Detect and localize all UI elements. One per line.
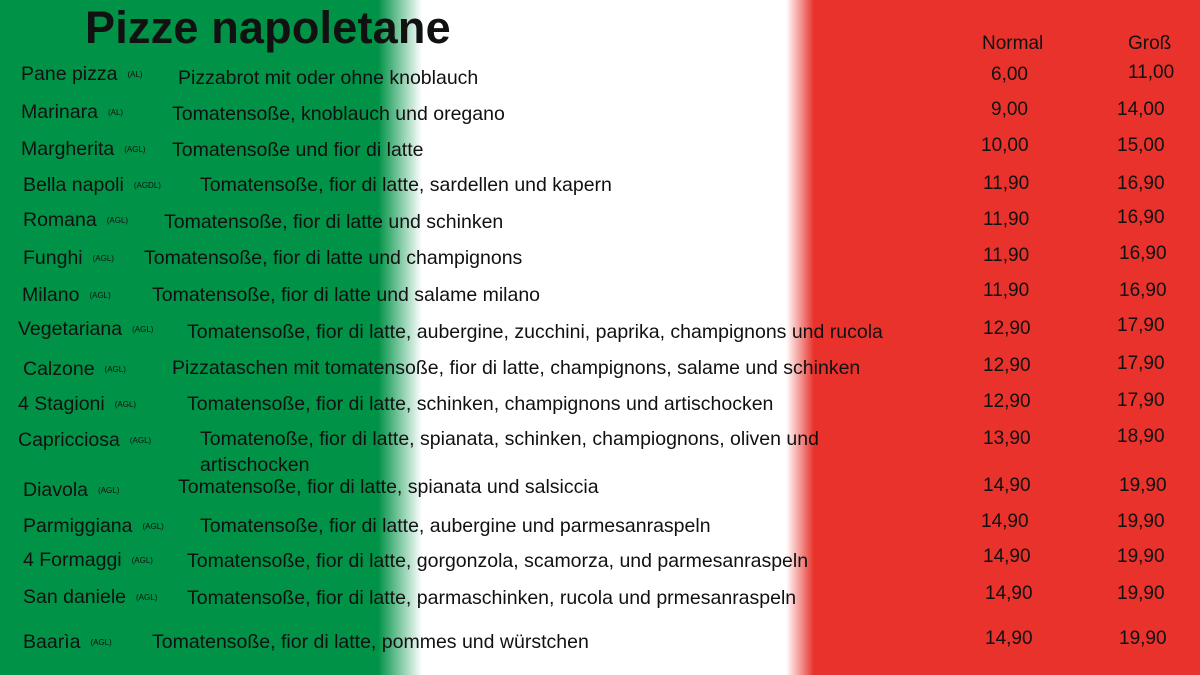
price-normal: 11,90 <box>983 173 1030 194</box>
menu-item <box>0 425 1200 477</box>
price-normal: 11,90 <box>983 245 1030 266</box>
price-normal: 11,90 <box>983 280 1030 301</box>
pizza-name: 4 Formaggi (AGL) <box>23 549 153 571</box>
price-normal: 9,00 <box>991 99 1028 120</box>
pizza-name: Capricciosa (AGL) <box>18 429 152 451</box>
allergen-code: (AGL) <box>136 593 158 602</box>
pizza-description: Pizzabrot mit oder ohne knoblauch <box>178 67 479 89</box>
pizza-name: Pane pizza (AL) <box>21 63 143 85</box>
pizza-name: Marinara (AL) <box>21 101 124 123</box>
price-gross: 11,00 <box>1128 62 1175 83</box>
pizza-description: Tomatensoße, fior di latte, sardellen und kapern <box>200 174 612 196</box>
allergen-code: (AGL) <box>142 522 164 531</box>
pizza-name: 4 Stagioni (AGL) <box>18 393 137 415</box>
menu-item <box>0 628 1200 664</box>
pizza-description: Tomatensoße, fior di latte, aubergine und parmesanraspeln <box>200 515 711 537</box>
menu-item <box>0 353 1200 389</box>
allergen-code: (AL) <box>107 108 124 117</box>
menu-item <box>0 511 1200 547</box>
pizza-description: Tomatensoße, fior di latte, pommes und würstchen <box>152 631 589 653</box>
price-gross: 17,90 <box>1117 315 1165 336</box>
price-gross: 16,90 <box>1117 207 1165 228</box>
menu-item <box>0 546 1200 582</box>
price-normal: 13,90 <box>983 428 1031 449</box>
menu-item <box>0 63 1200 99</box>
pizza-description: Tomatensoße, fior di latte, gorgonzola, scamorza, und parmesanraspeln <box>187 550 809 572</box>
price-gross: 19,90 <box>1117 583 1165 604</box>
allergen-code: (AL) <box>127 70 143 79</box>
price-gross: 16,90 <box>1117 173 1165 194</box>
price-normal: 14,90 <box>983 546 1031 567</box>
allergen-code: (AGL) <box>132 325 154 334</box>
allergen-code: (AGL) <box>131 556 153 565</box>
pizza-description: Tomatensoße, fior di latte und salame milano <box>152 284 541 306</box>
pizza-description: Tomatenoße, fior di latte, spianata, schinken, champiognons, oliven und artischocken <box>200 428 819 476</box>
price-normal: 14,90 <box>985 628 1033 649</box>
menu-title: Pizze napoletane <box>85 2 451 53</box>
pizza-description: Tomatensoße, fior di latte und champignons <box>144 247 523 269</box>
allergen-code: (AGL) <box>104 365 126 374</box>
price-gross: 16,90 <box>1119 280 1167 301</box>
menu-item <box>0 243 1200 279</box>
menu-item <box>0 99 1200 135</box>
price-normal: 14,90 <box>981 511 1029 532</box>
pizza-name: San daniele (AGL) <box>23 586 158 608</box>
allergen-code: (AGL) <box>89 291 111 300</box>
pizza-description: Tomatensoße, fior di latte, aubergine, zucchini, paprika, champignons und rucola <box>187 321 883 343</box>
pizza-name: Baarìa (AGL) <box>23 631 112 653</box>
price-gross: 17,90 <box>1117 390 1165 411</box>
price-gross: 17,90 <box>1117 353 1165 374</box>
menu-item <box>0 583 1200 619</box>
price-gross: 15,00 <box>1117 135 1165 156</box>
allergen-code: (AGDL) <box>133 181 161 190</box>
pizza-name: Romana (AGL) <box>23 209 129 231</box>
allergen-code: (AGL) <box>92 254 114 263</box>
price-normal: 12,90 <box>983 391 1031 412</box>
price-normal: 14,90 <box>985 583 1033 604</box>
price-normal: 10,00 <box>981 135 1029 156</box>
pizza-name: Bella napoli (AGDL) <box>23 174 161 196</box>
allergen-code: (AGL) <box>114 400 137 409</box>
price-gross: 19,90 <box>1119 628 1167 649</box>
pizza-name: Margherita (AGL) <box>21 138 146 160</box>
price-normal: 6,00 <box>991 64 1028 85</box>
allergen-code: (AGL) <box>124 145 146 154</box>
menu-item <box>0 171 1200 207</box>
column-header-gross: Groß <box>1128 33 1172 54</box>
price-gross: 18,90 <box>1117 426 1165 447</box>
allergen-code: (AGL) <box>129 436 152 445</box>
price-normal: 12,90 <box>983 318 1031 339</box>
allergen-code: (AGL) <box>98 486 120 495</box>
price-normal: 11,90 <box>983 209 1030 230</box>
pizza-name: Calzone (AGL) <box>23 358 126 380</box>
pizza-name: Vegetariana (AGL) <box>18 318 154 340</box>
price-gross: 19,90 <box>1117 546 1165 567</box>
price-gross: 19,90 <box>1119 475 1167 496</box>
menu-item <box>0 280 1200 316</box>
pizza-name: Milano (AGL) <box>22 284 111 306</box>
price-normal: 14,90 <box>983 475 1031 496</box>
price-gross: 16,90 <box>1119 243 1167 264</box>
pizza-description: Tomatensoße und fior di latte <box>172 139 424 161</box>
menu-item <box>0 474 1200 510</box>
price-normal: 12,90 <box>983 355 1031 376</box>
pizza-description: Tomatensoße, fior di latte, spianata und salsiccia <box>178 476 599 498</box>
allergen-code: (AGL) <box>106 216 129 225</box>
menu-item <box>0 389 1200 425</box>
pizza-description: Tomatensoße, fior di latte, schinken, champignons und artischocken <box>187 393 774 415</box>
pizza-description: Tomatensoße, fior di latte und schinken <box>164 211 504 233</box>
price-gross: 19,90 <box>1117 511 1165 532</box>
pizza-description: Tomatensoße, knoblauch und oregano <box>172 103 505 125</box>
menu-item <box>0 135 1200 171</box>
pizza-description: Tomatensoße, fior di latte, parmaschinken, rucola und prmesanraspeln <box>187 587 797 609</box>
pizza-name: Funghi (AGL) <box>23 247 114 269</box>
column-header-normal: Normal <box>982 33 1044 54</box>
price-gross: 14,00 <box>1117 99 1165 120</box>
pizza-name: Diavola (AGL) <box>23 479 120 501</box>
allergen-code: (AGL) <box>90 638 112 647</box>
menu-item <box>0 207 1200 243</box>
pizza-name: Parmiggiana (AGL) <box>23 515 164 537</box>
menu-item <box>0 316 1200 352</box>
pizza-description: Pizzataschen mit tomatensoße, fior di latte, champignons, salame und schinken <box>172 357 861 379</box>
